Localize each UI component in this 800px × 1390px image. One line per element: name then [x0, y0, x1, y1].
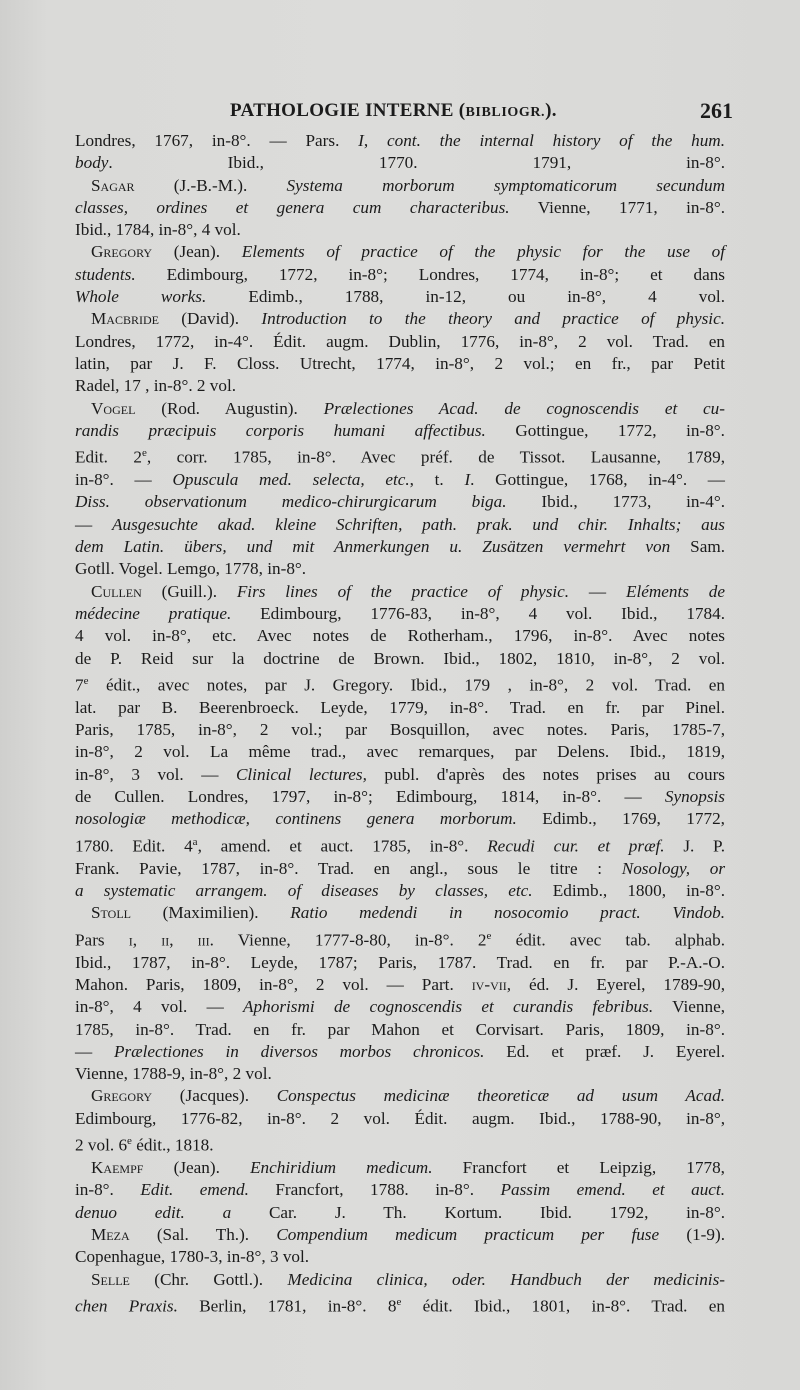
italic-text: nosologiæ methodicæ, continens genera morborum. [75, 809, 517, 829]
text-line [75, 786, 725, 808]
text-line [75, 442, 725, 469]
author-name: Gregory [91, 1086, 153, 1106]
plain-text: Edimb., 1769, 1772, [516, 809, 725, 829]
text-line [75, 603, 725, 625]
running-title: PATHOLOGIE INTERNE (BIBLIOGR.). [230, 100, 557, 121]
plain-text: édit. Ibid., 1801, in-8°. Trad. en [401, 1296, 725, 1316]
plain-text: J. P. [664, 836, 725, 856]
plain-text: Radel, 17 , in-8°. 2 vol. [75, 376, 237, 396]
italic-text: Diss. observationum medico-chirurgicarum biga. [75, 492, 507, 512]
plain-text: Edimbourg, 1776-82, in-8°. 2 vol. Édit. augm. Ibid., 1788-90, in-8°, [75, 1108, 725, 1128]
plain-text: in-8°. [75, 1180, 141, 1200]
plain-text: — [75, 514, 112, 534]
superscript: a [192, 835, 198, 848]
plain-text: publ. d'après des notes prises au cours [366, 764, 725, 784]
text-line [75, 1157, 725, 1179]
superscript: e [396, 1295, 402, 1308]
plain-text: Car. J. Th. Kortum. Ibid. 1792, in-8°. [231, 1202, 725, 1222]
italic-text: Enchiridium medicum. [250, 1158, 433, 1178]
text-line [75, 536, 725, 558]
plain-text: in-8°, 3 vol. — [75, 764, 236, 784]
plain-text: , t. [409, 470, 465, 490]
plain-text: in-8°, 4 vol. — [75, 997, 244, 1017]
bibliography-text [75, 130, 725, 1318]
italic-text: classes, ordines et genera cum characteribus. [75, 197, 510, 217]
text-line [75, 831, 725, 858]
italic-text: denuo edit. a [75, 1202, 232, 1222]
plain-text: Vienne, 1788-9, in-8°, 2 vol. [75, 1064, 272, 1084]
italic-text: Prælectiones Acad. de cognoscendis et cu- [323, 398, 725, 418]
plain-text: 4 vol. in-8°, etc. Avec notes de Rotherham., 1796, in-8°. Avec notes [75, 626, 725, 646]
page-number: 261 [700, 98, 733, 123]
italic-text: I [464, 470, 471, 490]
italic-text: I [358, 131, 364, 150]
author-name: Vogel [91, 398, 136, 418]
plain-text: Mahon. Paris, 1809, in-8°, 2 vol. — Part. [75, 974, 472, 994]
plain-text: Londres, 1767, in-8°. — Pars. [75, 131, 359, 150]
plain-text: 1780. Edit. 4 [75, 836, 193, 856]
plain-text: Paris, 1785, in-8°, 2 vol.; par Bosquillon, avec notes. Paris, 1785-7, [75, 720, 725, 740]
italic-text: body [75, 153, 109, 173]
italic-text: Medicina clinica, oder. Handbuch der medicinis- [287, 1269, 725, 1289]
plain-text: Ed. et præf. J. Eyerel. [484, 1041, 725, 1061]
plain-text: Ibid., 1787, in-8°. Leyde, 1787; Paris, 1787. Trad. en fr. par P.-A.-O. [75, 952, 725, 972]
italic-text: Eléments de [625, 581, 725, 601]
italic-text: dem Latin. übers, und mit Anmerkungen u. Zusätzen vermehrt von [75, 537, 671, 557]
author-name: iv-vii [471, 974, 507, 994]
plain-text: (1-9). [659, 1224, 726, 1244]
plain-text: Londres, 1772, in-4°. Édit. augm. Dublin, 1776, in-8°, 2 vol. Trad. en [75, 331, 725, 351]
italic-text: Edit. emend. [140, 1180, 249, 1200]
plain-text: , amend. et auct. 1785, in-8°. [197, 836, 488, 856]
plain-text: . Gottingue, 1768, in-4°. — [470, 470, 725, 490]
text-line [75, 1202, 725, 1224]
plain-text: Frank. Pavie, 1787, in-8°. Trad. en angl., sous le titre : [75, 858, 622, 878]
superscript: e [486, 929, 492, 942]
plain-text: Edit. 2 [75, 447, 142, 467]
author-name: Cullen [91, 581, 142, 601]
text-line [75, 175, 725, 197]
text-line [75, 130, 725, 152]
text-line [75, 375, 725, 397]
plain-text: Francfort, 1788. in-8°. [248, 1180, 501, 1200]
text-line [75, 241, 725, 263]
author-name: i, ii, iii [128, 930, 210, 950]
text-line [75, 219, 725, 241]
text-line [75, 1246, 725, 1268]
author-name: Meza [91, 1224, 130, 1244]
author-name: Stoll [91, 903, 131, 923]
text-line [75, 1063, 725, 1085]
plain-text: Gotll. Vogel. Lemgo, 1778, in-8°. [75, 559, 307, 579]
plain-text: édit., 1818. [131, 1135, 214, 1155]
italic-text: cont. the internal history of the hum. [386, 131, 726, 150]
plain-text: (J.-B.-M.). [134, 175, 287, 195]
text-line [75, 1224, 725, 1246]
plain-text: édit. avec tab. alphab. [491, 930, 725, 950]
plain-text: Vienne, 1771, in-8°. [509, 197, 725, 217]
plain-text: . Ibid., 1770. 1791, in-8°. [108, 153, 725, 173]
plain-text: (David). [158, 309, 262, 329]
text-line [75, 697, 725, 719]
plain-text: Ibid., 1773, in-4°. [506, 492, 725, 512]
italic-text: students. [75, 264, 136, 284]
text-line [75, 558, 725, 580]
plain-text: Francfort et Leipzig, 1778, [432, 1158, 725, 1178]
italic-text: Clinical lectures, [235, 764, 367, 784]
plain-text: (Guill.). [141, 581, 237, 601]
italic-text: Firs lines of the practice of physic. [236, 581, 570, 601]
text-line [75, 974, 725, 996]
page-header [75, 100, 735, 130]
text-line [75, 1179, 725, 1201]
text-line [75, 1041, 725, 1063]
text-line [75, 514, 725, 536]
text-line [75, 1291, 725, 1318]
superscript: e [83, 674, 89, 687]
text-line [75, 308, 725, 330]
italic-text: médecine pratique. [75, 603, 232, 623]
plain-text: (Chr. Gottl.). [129, 1269, 288, 1289]
plain-text: Edimbourg, 1772, in-8°; Londres, 1774, in-8°; et dans [135, 264, 725, 284]
plain-text: Copenhague, 1780-3, in-8°, 3 vol. [75, 1247, 310, 1267]
text-line [75, 1108, 725, 1130]
plain-text: , éd. J. Eyerel, 1789-90, [506, 974, 725, 994]
plain-text: Vienne, [653, 997, 725, 1017]
text-line [75, 331, 725, 353]
plain-text: 7 [75, 675, 84, 695]
text-line [75, 719, 725, 741]
text-line [75, 858, 725, 880]
author-name: Macbride [91, 309, 159, 329]
text-line [75, 353, 725, 375]
italic-text: Systema morborum symptomaticorum secundum [286, 175, 725, 195]
plain-text: Pars [75, 930, 129, 950]
text-line [75, 902, 725, 924]
plain-text: lat. par B. Beerenbroeck. Leyde, 1779, in-8°. Trad. en fr. par Pinel. [75, 697, 725, 717]
plain-text: Edimb., 1800, in-8°. [532, 881, 725, 900]
plain-text: (Jacques). [152, 1086, 277, 1106]
author-name: Selle [91, 1269, 130, 1289]
text-line [75, 808, 725, 830]
italic-text: Ratio medendi in nosocomio pract. Vindob. [290, 903, 725, 923]
superscript: e [141, 447, 147, 460]
plain-text: Ibid., 1784, in-8°, 4 vol. [75, 220, 241, 240]
plain-text: latin, par J. F. Closs. Utrecht, 1774, in-8°, 2 vol.; en fr., par Petit [75, 353, 725, 373]
text-line [75, 264, 725, 286]
plain-text: (Maximilien). [131, 903, 291, 923]
plain-text: de Cullen. Londres, 1797, in-8°; Edimbourg, 1814, in-8°. — [75, 787, 665, 807]
text-line [75, 741, 725, 763]
text-line [75, 491, 725, 513]
plain-text: , corr. 1785, in-8°. Avec préf. de Tissot. Lausanne, 1789, [146, 447, 725, 467]
plain-text: Gottingue, 1772, in-8°. [485, 420, 725, 440]
text-line [75, 1019, 725, 1041]
plain-text: édit., avec notes, par J. Gregory. Ibid., 179 , in-8°, 2 vol. Trad. en [88, 675, 725, 695]
italic-text: Prælectiones in diversos morbos chronicos. [113, 1041, 485, 1061]
plain-text: in-8°, 2 vol. La même trad., avec remarques, par Delens. Ibid., 1819, [75, 742, 725, 762]
text-line [75, 1269, 725, 1291]
author-name: Kaempf [91, 1158, 144, 1178]
text-line [75, 1085, 725, 1107]
italic-text: Nosology, or [621, 858, 726, 878]
superscript: e [127, 1135, 132, 1147]
plain-text: Sam. [670, 537, 725, 557]
text-line [75, 1130, 725, 1157]
text-line [75, 398, 725, 420]
italic-text: Compendium medicum practicum per fuse [276, 1224, 660, 1244]
text-line [75, 469, 725, 491]
plain-text: in-8°. — [75, 470, 173, 490]
italic-text: Elements of practice of the physic for the use of [241, 242, 725, 262]
plain-text: — [75, 1041, 114, 1061]
plain-text: . Vienne, 1777-8-80, in-8°. 2 [209, 930, 487, 950]
plain-text: (Jean). [152, 242, 242, 262]
author-name: Sagar [91, 175, 135, 195]
plain-text: (Sal. Th.). [129, 1224, 277, 1244]
text-line [75, 197, 725, 219]
plain-text: 1785, in-8°. Trad. en fr. par Mahon et Corvisart. Paris, 1809, in-8°. [75, 1019, 725, 1039]
italic-text: Synopsis [664, 787, 725, 807]
italic-text: chen Praxis. [75, 1296, 178, 1316]
plain-text: — [569, 581, 626, 601]
italic-text: Conspectus medicinæ theoreticæ ad usum Acad. [276, 1086, 725, 1106]
italic-text: randis præcipuis corporis humani affectibus. [75, 420, 486, 440]
text-line [75, 286, 725, 308]
text-line [75, 152, 725, 174]
plain-text: Edimbourg, 1776-83, in-8°, 4 vol. Ibid., 1784. [231, 603, 725, 623]
text-line [75, 952, 725, 974]
author-name: Gregory [91, 242, 153, 262]
text-line [75, 925, 725, 952]
text-line [75, 420, 725, 442]
text-line [75, 996, 725, 1018]
italic-text: Passim emend. et auct. [500, 1180, 725, 1200]
plain-text: de P. Reid sur la doctrine de Brown. Ibid., 1802, 1810, in-8°, 2 vol. [75, 648, 725, 668]
text-line [75, 625, 725, 647]
plain-text: (Jean). [143, 1158, 251, 1178]
text-line [75, 648, 725, 670]
text-line [75, 670, 725, 697]
plain-text: Berlin, 1781, in-8°. 8 [177, 1296, 397, 1316]
plain-text: Edimb., 1788, in-12, ou in-8°, 4 vol. [206, 287, 725, 307]
italic-text: Recudi cur. et præf. [487, 836, 665, 856]
text-line [75, 581, 725, 603]
text-line [75, 764, 725, 786]
italic-text: Aphorismi de cognoscendis et curandis febribus. [243, 997, 654, 1017]
italic-text: Whole works. [75, 287, 207, 307]
italic-text: Introduction to the theory and practice of physic. [261, 309, 725, 329]
italic-text: Opuscula med. selecta, etc. [172, 470, 410, 490]
text-line [75, 880, 725, 902]
italic-text: Ausgesuchte akad. kleine Schriften, path. prak. und chir. Inhalts; aus [111, 514, 725, 534]
plain-text: , [363, 131, 387, 150]
italic-text: a systematic arrangem. of diseases by classes, etc. [75, 881, 533, 900]
plain-text: (Rod. Augustin). [135, 398, 324, 418]
plain-text: 2 vol. 6 [75, 1135, 128, 1155]
